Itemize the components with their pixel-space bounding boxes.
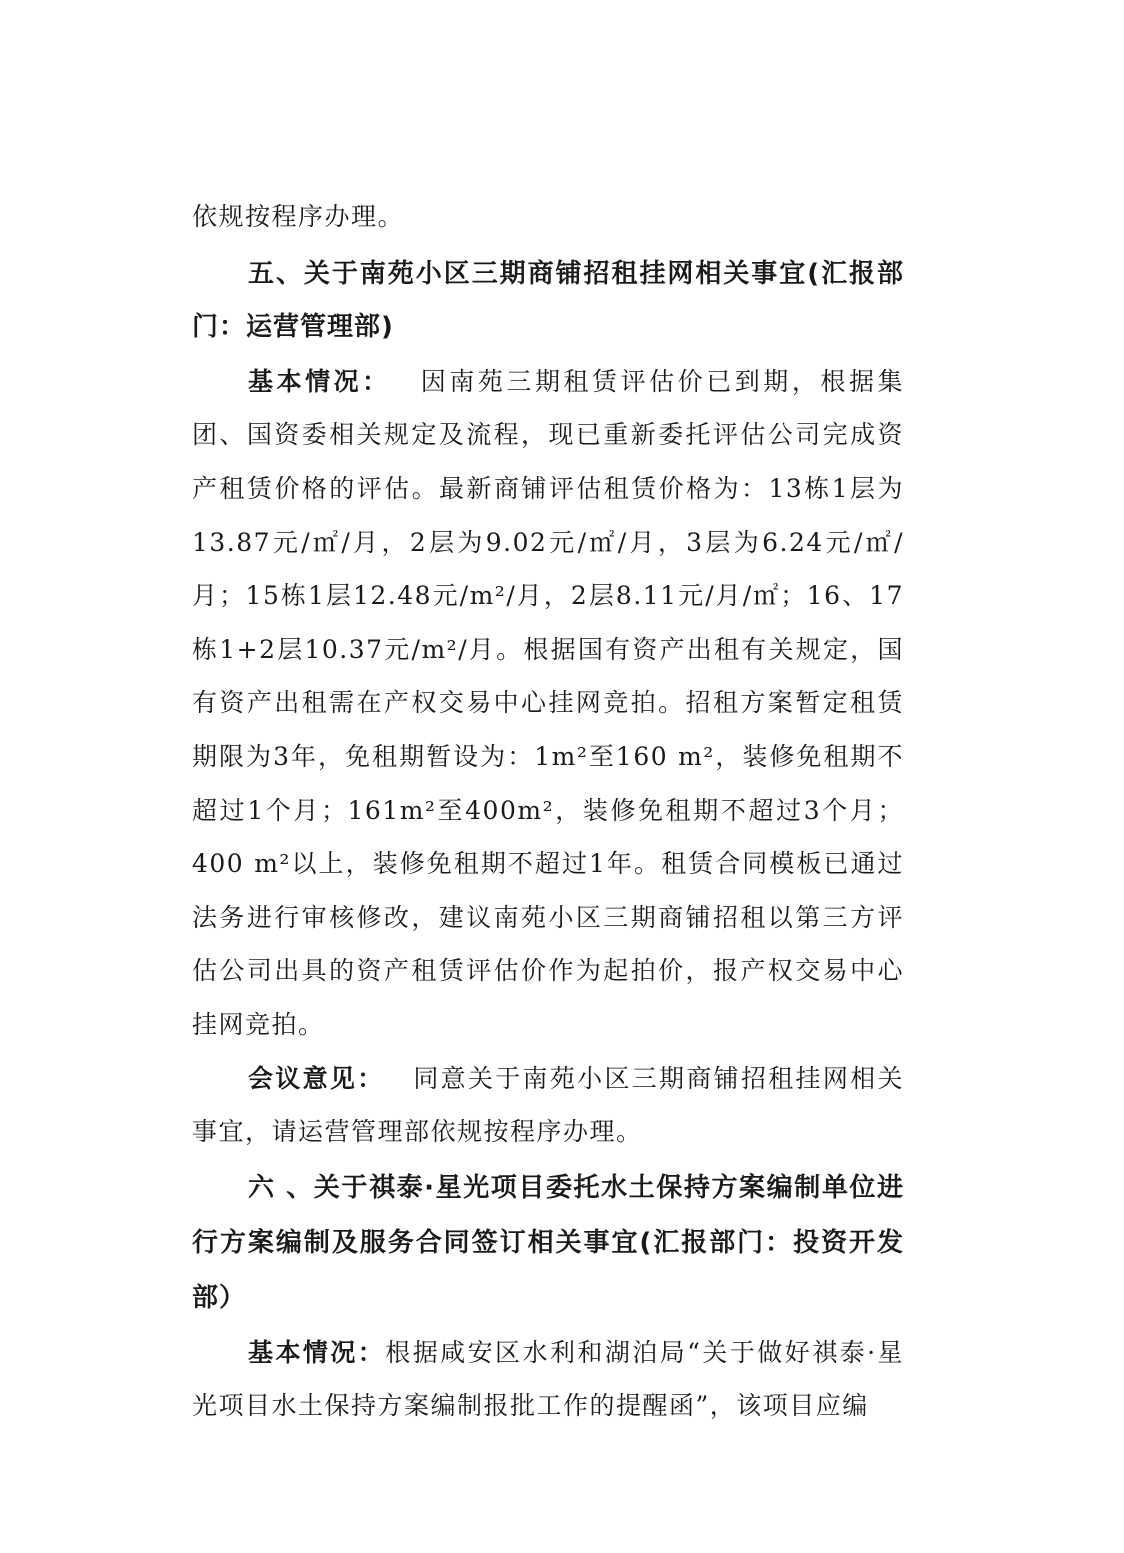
- section-6-basic-paragraph: [192, 1326, 904, 1433]
- meeting-opinion-text: 同意关于南苑小区三期商铺招租挂网相关事宜，请运营管理部依规按程序办理。: [192, 1063, 904, 1147]
- basic-situation-text: 根据咸安区水利和湖泊局“关于做好祺泰·星光项目水土保持方案编制报批工作的提醒函”，该项目应编: [192, 1337, 904, 1421]
- section-5-basic-paragraph: [192, 355, 904, 1052]
- continuation-paragraph: 依规按程序办理。: [192, 202, 405, 231]
- section-5-opinion-paragraph: [192, 1052, 904, 1159]
- meeting-opinion-label: 会议意见：: [248, 1063, 385, 1093]
- basic-situation-label: 基本情况：: [248, 1337, 386, 1367]
- document-body: [192, 190, 904, 1433]
- section-6-heading: 六 、关于祺泰·星光项目委托水土保持方案编制单位进行方案编制及服务合同签订相关事宜(汇报部门：投资开发部）: [192, 1172, 904, 1313]
- section-5-heading: 五、关于南苑小区三期商铺招租挂网相关事宜(汇报部门：运营管理部): [192, 258, 904, 343]
- basic-situation-label: 基本情况：: [248, 366, 391, 396]
- basic-situation-text: 因南苑三期租赁评估价已到期，根据集团、国资委相关规定及流程，现已重新委托评估公司完成资产租赁价格的评估。最新商铺评估租赁价格为：13栋1层为13.87元/㎡/月，2层为9.02元/㎡/月，3层为6.24元/㎡/月；15栋1层12.48元/m²/月，2层8.11元/月/㎡；16、17 栋1+2层10.37元/m²/月。根据国有资产出租有关规定，国有资产出租需在产权交易中心挂网竞拍。招租方案暂定租赁期限为3年，免租期暂设为：1m²至160 m²，装修免租期不超过1个月；161m²至400m²，装修免租期不超过3个月；400 m²以上，装修免租期不超过1年。租赁合同模板已通过法务进行审核修改，建议南苑小区三期商铺招租以第三方评估公司出具的资产租赁评估价作为起拍价，报产权交易中心挂网竞拍。: [192, 366, 904, 1039]
